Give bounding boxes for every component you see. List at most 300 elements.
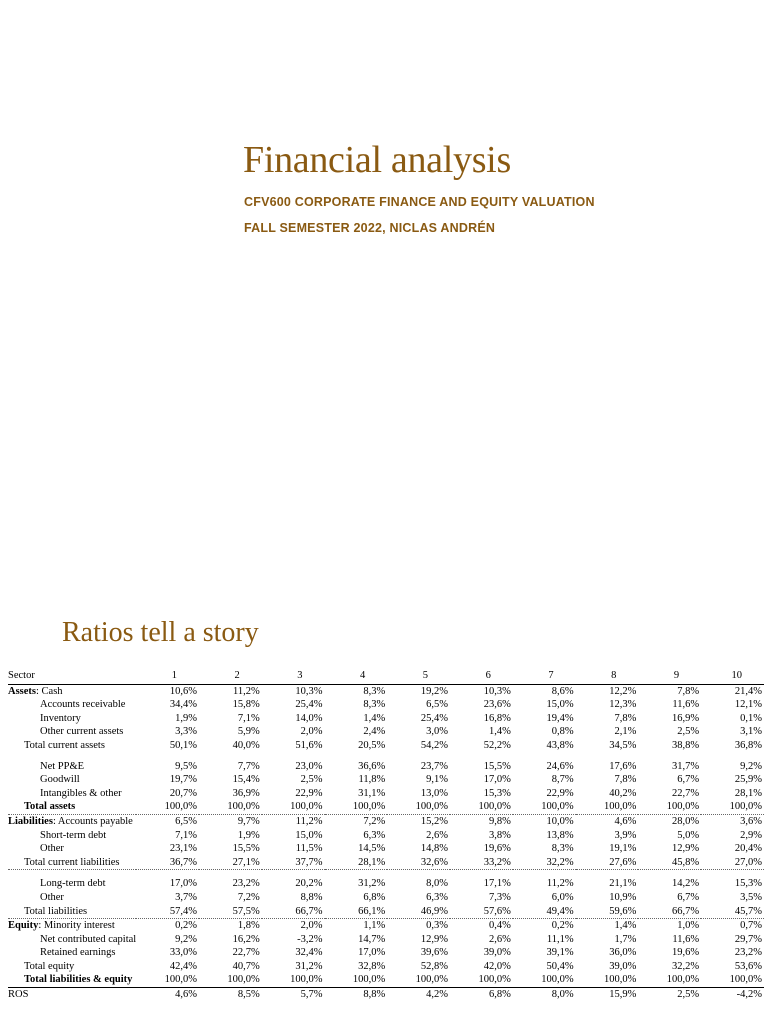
table-cell: 51,6% <box>295 739 323 751</box>
table-cell: 14,8% <box>420 843 449 855</box>
table-cell: 39,0% <box>483 947 511 959</box>
row-label-text: Other current assets <box>40 726 124 738</box>
table-row <box>8 787 764 801</box>
table-row <box>8 800 764 814</box>
row-label <box>8 919 136 933</box>
table-cell: 7,2% <box>363 815 386 827</box>
row-label <box>8 829 136 843</box>
table-cell: 0,8% <box>551 726 574 738</box>
presentation-title: Financial analysis <box>243 139 511 181</box>
table-row <box>8 960 764 974</box>
table-cell: 1,4% <box>488 726 511 738</box>
row-label <box>8 933 136 947</box>
row-label-text: : Cash <box>36 685 63 697</box>
table-cell: 0,2% <box>175 920 197 932</box>
table-cell: 11,1% <box>546 933 574 945</box>
row-label <box>8 760 136 774</box>
table-cell: 5,7% <box>300 989 323 1001</box>
table-cell: 14,2% <box>671 878 700 890</box>
table-cell: 28,0% <box>671 815 700 827</box>
table-cell: 19,4% <box>546 712 574 724</box>
table-row <box>8 973 764 987</box>
table-cell: 100,0% <box>262 973 325 987</box>
row-label <box>8 891 136 905</box>
table-row <box>8 988 764 1002</box>
table-cell: 5,9% <box>237 726 260 738</box>
table-cell: 100,0% <box>513 800 576 814</box>
table-cell: -3,2% <box>297 933 323 945</box>
table-cell: 36,9% <box>232 787 260 799</box>
table-row <box>8 933 764 947</box>
table-cell: 10,3% <box>483 685 511 697</box>
table-cell: 100,0% <box>638 800 701 814</box>
table-cell: 3,6% <box>740 815 762 827</box>
row-label <box>8 960 136 974</box>
table-cell: 23,0% <box>295 760 323 772</box>
table-cell: 20,2% <box>295 878 323 890</box>
table-cell: 7,7% <box>237 760 260 772</box>
table-cell: 9,5% <box>175 760 197 772</box>
table-cell: 25,4% <box>420 712 449 724</box>
table-cell: 27,6% <box>576 856 639 870</box>
row-label-text: ROS <box>8 989 29 1001</box>
table-cell: 15,2% <box>420 815 449 827</box>
table-cell: 4,6% <box>614 815 637 827</box>
table-cell: 9,2% <box>740 760 762 772</box>
table-cell: 20,4% <box>734 843 762 855</box>
table-cell: 45,8% <box>638 856 701 870</box>
table-cell: 100,0% <box>576 800 639 814</box>
row-label-text: Accounts receivable <box>40 699 126 711</box>
column-header-7: 7 <box>513 669 576 684</box>
column-header-1: 1 <box>136 669 199 684</box>
row-label-text: Goodwill <box>40 774 80 786</box>
table-cell: 11,2% <box>295 815 323 827</box>
table-cell: 7,3% <box>488 891 511 903</box>
table-cell: 100,0% <box>450 973 513 987</box>
table-cell: 2,5% <box>300 774 323 786</box>
table-cell: 32,6% <box>387 856 450 870</box>
table-cell: 8,8% <box>300 891 323 903</box>
table-cell: 40,0% <box>232 739 260 751</box>
section-label: Liabilities <box>8 815 53 827</box>
table-cell: 6,8% <box>363 891 386 903</box>
table-cell: 23,7% <box>420 760 449 772</box>
table-cell: 11,2% <box>546 878 574 890</box>
semester-subtitle: FALL SEMESTER 2022, NICLAS ANDRÉN <box>244 221 496 235</box>
table-cell: 66,1% <box>325 905 388 919</box>
table-cell: 36,7% <box>136 856 199 870</box>
table-row <box>8 946 764 960</box>
table-cell: 31,2% <box>295 960 323 972</box>
table-cell: 7,8% <box>677 685 700 697</box>
table-cell: 11,8% <box>358 774 386 786</box>
table-cell: 2,0% <box>300 726 323 738</box>
table-row <box>8 725 764 739</box>
table-cell: 3,5% <box>740 891 762 903</box>
table-cell: 27,0% <box>701 856 764 870</box>
table-cell: 100,0% <box>325 800 388 814</box>
table-cell: 12,9% <box>420 933 449 945</box>
table-cell: -4,2% <box>736 989 762 1001</box>
row-label <box>8 684 136 698</box>
table-cell: 6,7% <box>677 891 700 903</box>
row-label <box>8 787 136 801</box>
row-label <box>8 800 136 814</box>
table-cell: 1,0% <box>677 920 700 932</box>
table-cell: 8,5% <box>237 989 260 1001</box>
table-cell: 36,0% <box>609 947 637 959</box>
table-cell: 32,4% <box>295 947 323 959</box>
table-cell: 11,5% <box>295 843 323 855</box>
table-cell: 52,8% <box>420 960 449 972</box>
table-cell: 4,2% <box>426 989 449 1001</box>
table-cell: 14,0% <box>295 712 323 724</box>
table-cell: 3,3% <box>175 726 197 738</box>
table-cell: 1,1% <box>363 920 386 932</box>
row-label-text: Long-term debt <box>40 878 106 890</box>
table-cell: 13,0% <box>420 787 449 799</box>
table-cell: 23,2% <box>232 878 260 890</box>
table-row <box>8 773 764 787</box>
table-cell: 49,4% <box>513 905 576 919</box>
table-cell: 100,0% <box>701 973 764 987</box>
table-cell: 100,0% <box>701 800 764 814</box>
row-label-text: Net PP&E <box>40 760 85 772</box>
table-cell: 10,0% <box>546 815 574 827</box>
table-row <box>8 829 764 843</box>
table-cell: 19,6% <box>483 843 511 855</box>
table-cell: 3,0% <box>426 726 449 738</box>
table-row <box>8 814 764 828</box>
table-cell: 33,0% <box>169 947 197 959</box>
table-cell: 2,4% <box>363 726 386 738</box>
table-cell: 7,2% <box>237 891 260 903</box>
table-cell: 17,0% <box>483 774 511 786</box>
table-cell: 0,4% <box>488 920 511 932</box>
table-cell: 17,0% <box>169 878 197 890</box>
table-cell: 16,9% <box>671 712 700 724</box>
row-label-text: Total current liabilities <box>24 856 120 868</box>
table-cell: 15,9% <box>609 989 637 1001</box>
table-cell: 52,2% <box>483 739 511 751</box>
ratio-table <box>8 669 764 1002</box>
table-cell: 1,9% <box>237 829 260 841</box>
table-cell: 100,0% <box>325 973 388 987</box>
table-cell: 2,6% <box>488 933 511 945</box>
table-cell: 12,1% <box>734 699 762 711</box>
row-label-text: Total equity <box>24 960 75 972</box>
row-label-text: Total liabilities <box>24 905 88 917</box>
table-cell: 17,6% <box>609 760 637 772</box>
table-cell: 15,0% <box>546 699 574 711</box>
table-cell: 21,4% <box>734 685 762 697</box>
table-cell: 23,1% <box>169 843 197 855</box>
row-label <box>8 856 136 870</box>
table-cell: 43,8% <box>546 739 574 751</box>
table-cell: 14,5% <box>358 843 386 855</box>
table-cell: 15,8% <box>232 699 260 711</box>
table-cell: 8,7% <box>551 774 574 786</box>
row-label-text: Intangibles & other <box>40 787 122 799</box>
column-header-10: 10 <box>701 669 764 684</box>
table-cell: 2,0% <box>300 920 323 932</box>
column-header-3: 3 <box>262 669 325 684</box>
table-cell: 32,8% <box>358 960 386 972</box>
row-label-text: : Accounts payable <box>52 815 133 827</box>
table-cell: 38,8% <box>671 739 700 751</box>
table-cell: 9,7% <box>237 815 260 827</box>
table-cell: 6,0% <box>551 891 574 903</box>
table-cell: 2,5% <box>677 989 700 1001</box>
row-label-text: Inventory <box>40 712 81 724</box>
table-row <box>8 712 764 726</box>
table-cell: 7,1% <box>237 712 260 724</box>
table-cell: 1,7% <box>614 933 637 945</box>
table-cell: 7,8% <box>614 774 637 786</box>
table-row <box>8 877 764 891</box>
table-cell: 57,6% <box>450 905 513 919</box>
table-cell: 19,1% <box>609 843 637 855</box>
table-cell: 9,8% <box>488 815 511 827</box>
table-cell: 10,3% <box>295 685 323 697</box>
table-cell: 0,7% <box>740 920 762 932</box>
table-cell: 32,2% <box>513 856 576 870</box>
table-cell: 15,5% <box>483 760 511 772</box>
table-cell: 66,7% <box>262 905 325 919</box>
course-subtitle: CFV600 CORPORATE FINANCE AND EQUITY VALUATION <box>244 195 595 209</box>
table-cell: 11,2% <box>233 685 260 697</box>
table-cell: 12,2% <box>609 685 637 697</box>
row-label-text: : Minority interest <box>38 920 115 932</box>
table-cell: 17,1% <box>483 878 511 890</box>
table-cell: 100,0% <box>199 973 262 987</box>
table-cell: 19,2% <box>420 685 449 697</box>
table-cell: 11,6% <box>672 933 700 945</box>
table-cell: 0,1% <box>740 712 762 724</box>
table-row <box>8 739 764 753</box>
table-cell: 8,6% <box>551 685 574 697</box>
table-cell: 2,9% <box>740 829 762 841</box>
table-cell: 19,6% <box>671 947 700 959</box>
table-cell: 21,1% <box>609 878 637 890</box>
table-cell: 31,2% <box>358 878 386 890</box>
row-label-text: Short-term debt <box>40 829 107 841</box>
table-cell: 100,0% <box>199 800 262 814</box>
column-header-5: 5 <box>387 669 450 684</box>
table-cell: 16,2% <box>232 933 260 945</box>
row-label <box>8 698 136 712</box>
table-cell: 100,0% <box>136 973 199 987</box>
table-cell: 3,9% <box>614 829 637 841</box>
row-label <box>8 725 136 739</box>
table-header-row <box>8 669 764 684</box>
table-row <box>8 891 764 905</box>
row-label <box>8 905 136 919</box>
table-row <box>8 856 764 870</box>
table-cell: 6,3% <box>426 891 449 903</box>
table-cell: 1,9% <box>175 712 197 724</box>
header-label: Sector <box>8 669 136 684</box>
section-label: Assets <box>8 685 36 697</box>
table-cell: 1,4% <box>614 920 637 932</box>
row-label <box>8 877 136 891</box>
table-cell: 2,1% <box>614 726 637 738</box>
table-cell: 15,5% <box>232 843 260 855</box>
row-label-text: Retained earnings <box>40 947 116 959</box>
table-cell: 15,4% <box>232 774 260 786</box>
table-cell: 31,7% <box>671 760 700 772</box>
row-label <box>8 773 136 787</box>
table-cell: 22,7% <box>671 787 700 799</box>
table-cell: 6,8% <box>488 989 511 1001</box>
table-cell: 34,5% <box>609 739 637 751</box>
table-row <box>8 842 764 856</box>
table-cell: 15,3% <box>483 787 511 799</box>
table-cell: 100,0% <box>136 800 199 814</box>
table-cell: 42,4% <box>169 960 197 972</box>
table-cell: 23,6% <box>483 699 511 711</box>
table-cell: 6,3% <box>363 829 386 841</box>
table-row <box>8 919 764 933</box>
table-cell: 24,6% <box>546 760 574 772</box>
row-label-text: Net contributed capital <box>40 933 137 945</box>
table-cell: 0,2% <box>551 920 574 932</box>
table-cell: 100,0% <box>387 973 450 987</box>
table-cell: 46,9% <box>387 905 450 919</box>
table-cell: 100,0% <box>576 973 639 987</box>
table-row <box>8 905 764 919</box>
table-cell: 25,4% <box>295 699 323 711</box>
table-cell: 25,9% <box>734 774 762 786</box>
table-cell: 39,1% <box>546 947 574 959</box>
table-cell: 1,8% <box>237 920 260 932</box>
table-cell: 33,2% <box>450 856 513 870</box>
table-cell: 22,9% <box>295 787 323 799</box>
table-cell: 34,4% <box>169 699 197 711</box>
slide-title: Ratios tell a story <box>62 617 259 648</box>
table-cell: 28,1% <box>734 787 762 799</box>
table-cell: 9,1% <box>426 774 449 786</box>
row-label <box>8 814 136 828</box>
table-cell: 4,6% <box>175 989 197 1001</box>
table-cell: 50,4% <box>546 960 574 972</box>
table-row <box>8 760 764 774</box>
table-cell: 57,5% <box>199 905 262 919</box>
table-cell: 14,7% <box>358 933 386 945</box>
table-cell: 2,6% <box>426 829 449 841</box>
table-cell: 10,6% <box>169 685 197 697</box>
row-label-text: Total assets <box>24 801 76 813</box>
table-cell: 0,3% <box>426 920 449 932</box>
row-label <box>8 842 136 856</box>
table-cell: 6,5% <box>426 699 449 711</box>
table-cell: 40,2% <box>609 787 637 799</box>
table-cell: 100,0% <box>638 973 701 987</box>
table-cell: 6,5% <box>175 815 197 827</box>
table-cell: 36,6% <box>358 760 386 772</box>
row-label <box>8 712 136 726</box>
table-cell: 100,0% <box>513 973 576 987</box>
row-label-text: Total current assets <box>24 739 105 751</box>
table-cell: 8,0% <box>426 878 449 890</box>
row-label <box>8 946 136 960</box>
column-header-4: 4 <box>325 669 388 684</box>
table-cell: 8,3% <box>551 843 574 855</box>
table-cell: 22,7% <box>232 947 260 959</box>
column-header-2: 2 <box>199 669 262 684</box>
table-cell: 3,1% <box>740 726 762 738</box>
table-cell: 27,1% <box>199 856 262 870</box>
row-label-text: Total liabilities & equity <box>24 974 133 986</box>
table-cell: 6,7% <box>677 774 700 786</box>
table-cell: 23,2% <box>734 947 762 959</box>
table-cell: 45,7% <box>701 905 764 919</box>
table-cell: 22,9% <box>546 787 574 799</box>
table-cell: 15,0% <box>295 829 323 841</box>
column-header-9: 9 <box>638 669 701 684</box>
table-cell: 20,7% <box>169 787 197 799</box>
table-cell: 42,0% <box>483 960 511 972</box>
table-cell: 12,9% <box>671 843 700 855</box>
table-cell: 39,6% <box>420 947 449 959</box>
table-cell: 7,8% <box>614 712 637 724</box>
table-cell: 29,7% <box>734 933 762 945</box>
table-cell: 32,2% <box>671 960 700 972</box>
table-cell: 15,3% <box>734 878 762 890</box>
table-cell: 39,0% <box>609 960 637 972</box>
table-cell: 19,7% <box>169 774 197 786</box>
row-label <box>8 739 136 753</box>
table-cell: 3,7% <box>175 891 197 903</box>
table-cell: 11,6% <box>672 699 700 711</box>
row-label-text: Other <box>40 891 64 903</box>
table-cell: 100,0% <box>262 800 325 814</box>
table-cell: 100,0% <box>450 800 513 814</box>
table-cell: 1,4% <box>363 712 386 724</box>
table-row <box>8 698 764 712</box>
table-cell: 36,8% <box>734 739 762 751</box>
table-row <box>8 684 764 698</box>
table-cell: 3,8% <box>488 829 511 841</box>
table-cell: 20,5% <box>358 739 386 751</box>
table-cell: 50,1% <box>169 739 197 751</box>
section-label: Equity <box>8 920 39 932</box>
table-cell: 13,8% <box>546 829 574 841</box>
table-cell: 37,7% <box>262 856 325 870</box>
column-header-6: 6 <box>450 669 513 684</box>
column-header-8: 8 <box>576 669 639 684</box>
table-cell: 54,2% <box>420 739 449 751</box>
table-cell: 12,3% <box>609 699 637 711</box>
table-cell: 7,1% <box>175 829 197 841</box>
table-cell: 28,1% <box>325 856 388 870</box>
table-cell: 66,7% <box>638 905 701 919</box>
table-cell: 31,1% <box>358 787 386 799</box>
row-label <box>8 973 136 987</box>
row-label-text: Other <box>40 843 64 855</box>
table-cell: 10,9% <box>609 891 637 903</box>
table-cell: 59,6% <box>576 905 639 919</box>
table-cell: 17,0% <box>358 947 386 959</box>
row-label <box>8 988 136 1002</box>
table-cell: 8,3% <box>363 685 386 697</box>
table-cell: 100,0% <box>387 800 450 814</box>
table-cell: 2,5% <box>677 726 700 738</box>
table-cell: 57,4% <box>136 905 199 919</box>
table-cell: 8,0% <box>551 989 574 1001</box>
table-cell: 53,6% <box>734 960 762 972</box>
